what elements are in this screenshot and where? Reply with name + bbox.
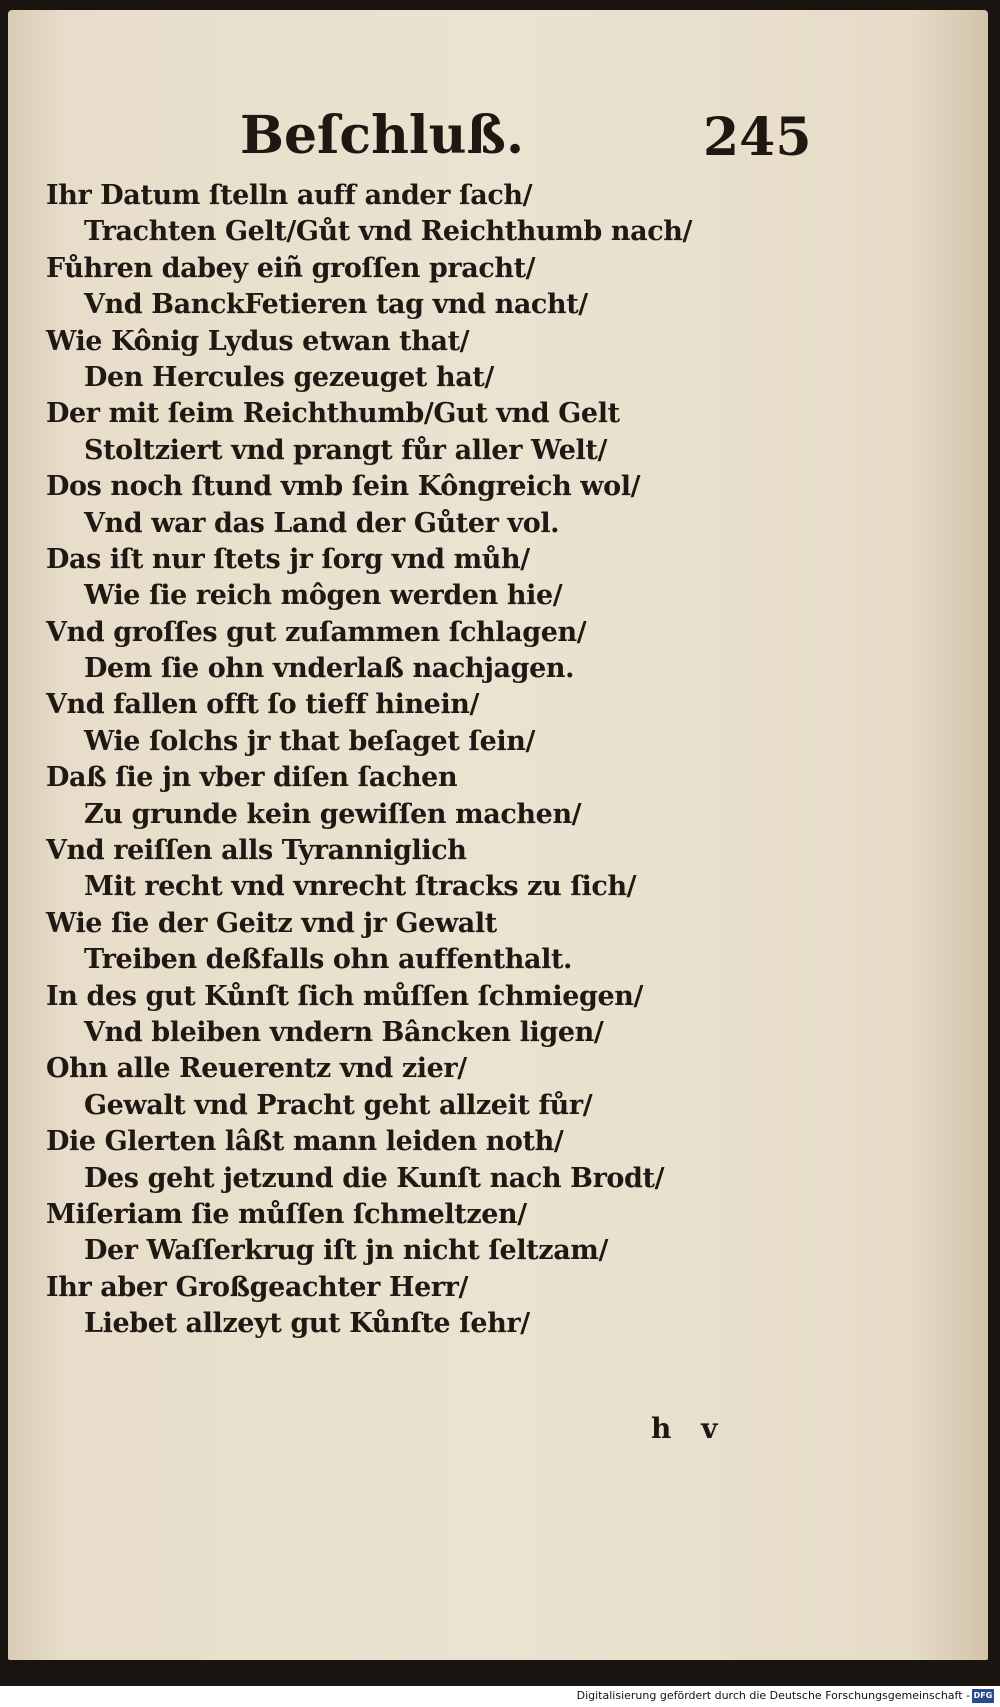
verse-line: Das iſt nur ſtets jr ſorg vnd můh/ (46, 543, 530, 575)
verse-line: Stoltziert vnd prangt fůr aller Welt/ (84, 434, 607, 466)
verse-line: Trachten Gelt/Gůt vnd Reichthumb nach/ (84, 216, 692, 248)
verse-line: Die Glerten lâßt mann leiden noth/ (46, 1126, 564, 1158)
funding-credit: Digitalisierung gefördert durch die Deutsche Forschungsgemeinschaft - (576, 1689, 970, 1702)
verse-line: Wie ſie der Geitz vnd jr Gewalt (46, 907, 497, 939)
verse-line: Vnd bleiben vndern Bâncken ligen/ (84, 1016, 604, 1048)
page-number: 245 (703, 107, 812, 168)
verse-line: Der mit ſeim Reichthumb/Gut vnd Gelt (46, 398, 620, 430)
verse-line: Ihr aber Großgeachter Herr/ (46, 1271, 468, 1303)
verse-line: Dem ſie ohn vnderlaß nachjagen. (84, 653, 575, 685)
signature-mark: h v (651, 1412, 718, 1445)
verse-line: Zu grunde kein gewiſſen machen/ (84, 798, 582, 830)
book-page (8, 10, 988, 1660)
verse-line: Daß ſie jn vber diſen ſachen (46, 762, 458, 794)
verse-line: Liebet allzeyt gut Kůnſte ſehr/ (84, 1308, 530, 1340)
verse-line: Vnd BanckFetieren tag vnd nacht/ (84, 289, 588, 321)
verse-line: Vnd groſſes gut zuſammen ſchlagen/ (46, 616, 587, 648)
verse-line: Dos noch ſtund vmb ſein Kôngreich wol/ (46, 471, 641, 503)
verse-line: Treiben deßfalls ohn auffenthalt. (84, 944, 573, 976)
page-title: Beſchluß. (240, 105, 525, 166)
verse-line: Vnd reiſſen alls Tyranniglich (46, 835, 467, 867)
verse-line: Vnd war das Land der Gůter vol. (84, 507, 560, 539)
verse-line: Ohn alle Reuerentz vnd zier/ (46, 1053, 467, 1085)
verse-line: Den Hercules gezeuget hat/ (84, 361, 494, 393)
verse-line: In des gut Kůnſt ſich můſſen ſchmiegen/ (46, 980, 643, 1012)
dfg-logo: DFG (972, 1689, 994, 1703)
footer-bar (0, 1686, 1000, 1707)
verse-block (46, 178, 766, 1343)
verse-line: Mit recht vnd vnrecht ſtracks zu ſich/ (84, 871, 637, 903)
verse-line: Des geht jetzund die Kunſt nach Brodt/ (84, 1162, 665, 1194)
verse-line: Ihr Datum ſtelln auff ander ſach/ (46, 180, 533, 211)
verse-line: Miſeriam ſie můſſen ſchmeltzen/ (46, 1198, 527, 1230)
verse-line: Wie Kônig Lydus etwan that/ (46, 325, 470, 357)
verse-line: Wie ſolchs jr that beſaget ſein/ (84, 725, 535, 757)
verse-line: Fůhren dabey eiñ groſſen pracht/ (46, 252, 536, 284)
verse-line: Der Waſſerkrug iſt jn nicht ſeltzam/ (84, 1235, 608, 1267)
verse-line: Wie ſie reich môgen werden hie/ (84, 580, 563, 612)
running-header (8, 105, 988, 175)
verse-line: Vnd fallen offt ſo tieff hinein/ (46, 689, 480, 721)
verse-line: Gewalt vnd Pracht geht allzeit fůr/ (84, 1089, 593, 1121)
